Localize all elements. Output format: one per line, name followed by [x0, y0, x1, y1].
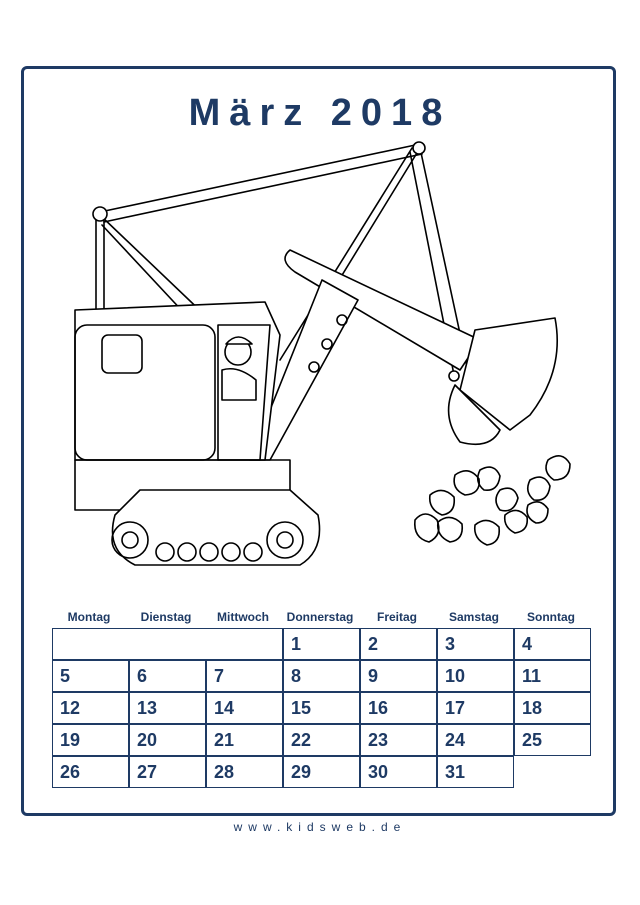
weekday-label: Samstag	[448, 610, 500, 624]
weekday-label: Mittwoch	[217, 610, 269, 624]
day-number: 11	[522, 666, 542, 686]
day-number: 20	[137, 730, 158, 750]
day-number: 7	[214, 666, 225, 686]
day-number: 14	[214, 698, 235, 718]
excavator-icon	[60, 130, 590, 590]
day-number: 6	[137, 666, 148, 686]
day-number: 28	[214, 762, 235, 782]
day-number: 2	[368, 634, 379, 654]
day-number: 26	[60, 762, 81, 782]
day-number: 25	[522, 730, 543, 750]
day-number: 3	[445, 634, 456, 654]
calendar-cell	[514, 756, 591, 788]
day-number: 30	[368, 762, 389, 782]
day-number: 29	[291, 762, 312, 782]
day-number: 9	[368, 666, 379, 686]
day-number: 10	[445, 666, 466, 686]
day-number: 22	[291, 730, 312, 750]
day-number: 12	[60, 698, 81, 718]
weekday-label: Montag	[67, 610, 111, 624]
day-number: 18	[522, 698, 543, 718]
day-number: 27	[137, 762, 158, 782]
day-number: 5	[60, 666, 71, 686]
day-number: 24	[445, 730, 466, 750]
day-number: 8	[291, 666, 302, 686]
day-number: 17	[445, 698, 466, 718]
empty-cells-box	[52, 628, 283, 660]
day-number: 1	[291, 634, 302, 654]
weekday-label: Freitag	[376, 610, 417, 624]
weekday-label: Sonntag	[527, 610, 575, 624]
day-number: 16	[368, 698, 389, 718]
day-number: 15	[291, 698, 312, 718]
day-number: 4	[522, 634, 533, 654]
day-number: 13	[137, 698, 158, 718]
weekday-label: Donnerstag	[286, 610, 354, 624]
day-number: 21	[214, 730, 235, 750]
day-number: 19	[60, 730, 81, 750]
footer-url: www.kidsweb.de	[233, 820, 407, 834]
weekday-label: Dienstag	[140, 610, 192, 624]
day-number: 31	[445, 762, 466, 782]
calendar-title: März 2018	[188, 92, 452, 134]
day-number: 23	[368, 730, 389, 750]
